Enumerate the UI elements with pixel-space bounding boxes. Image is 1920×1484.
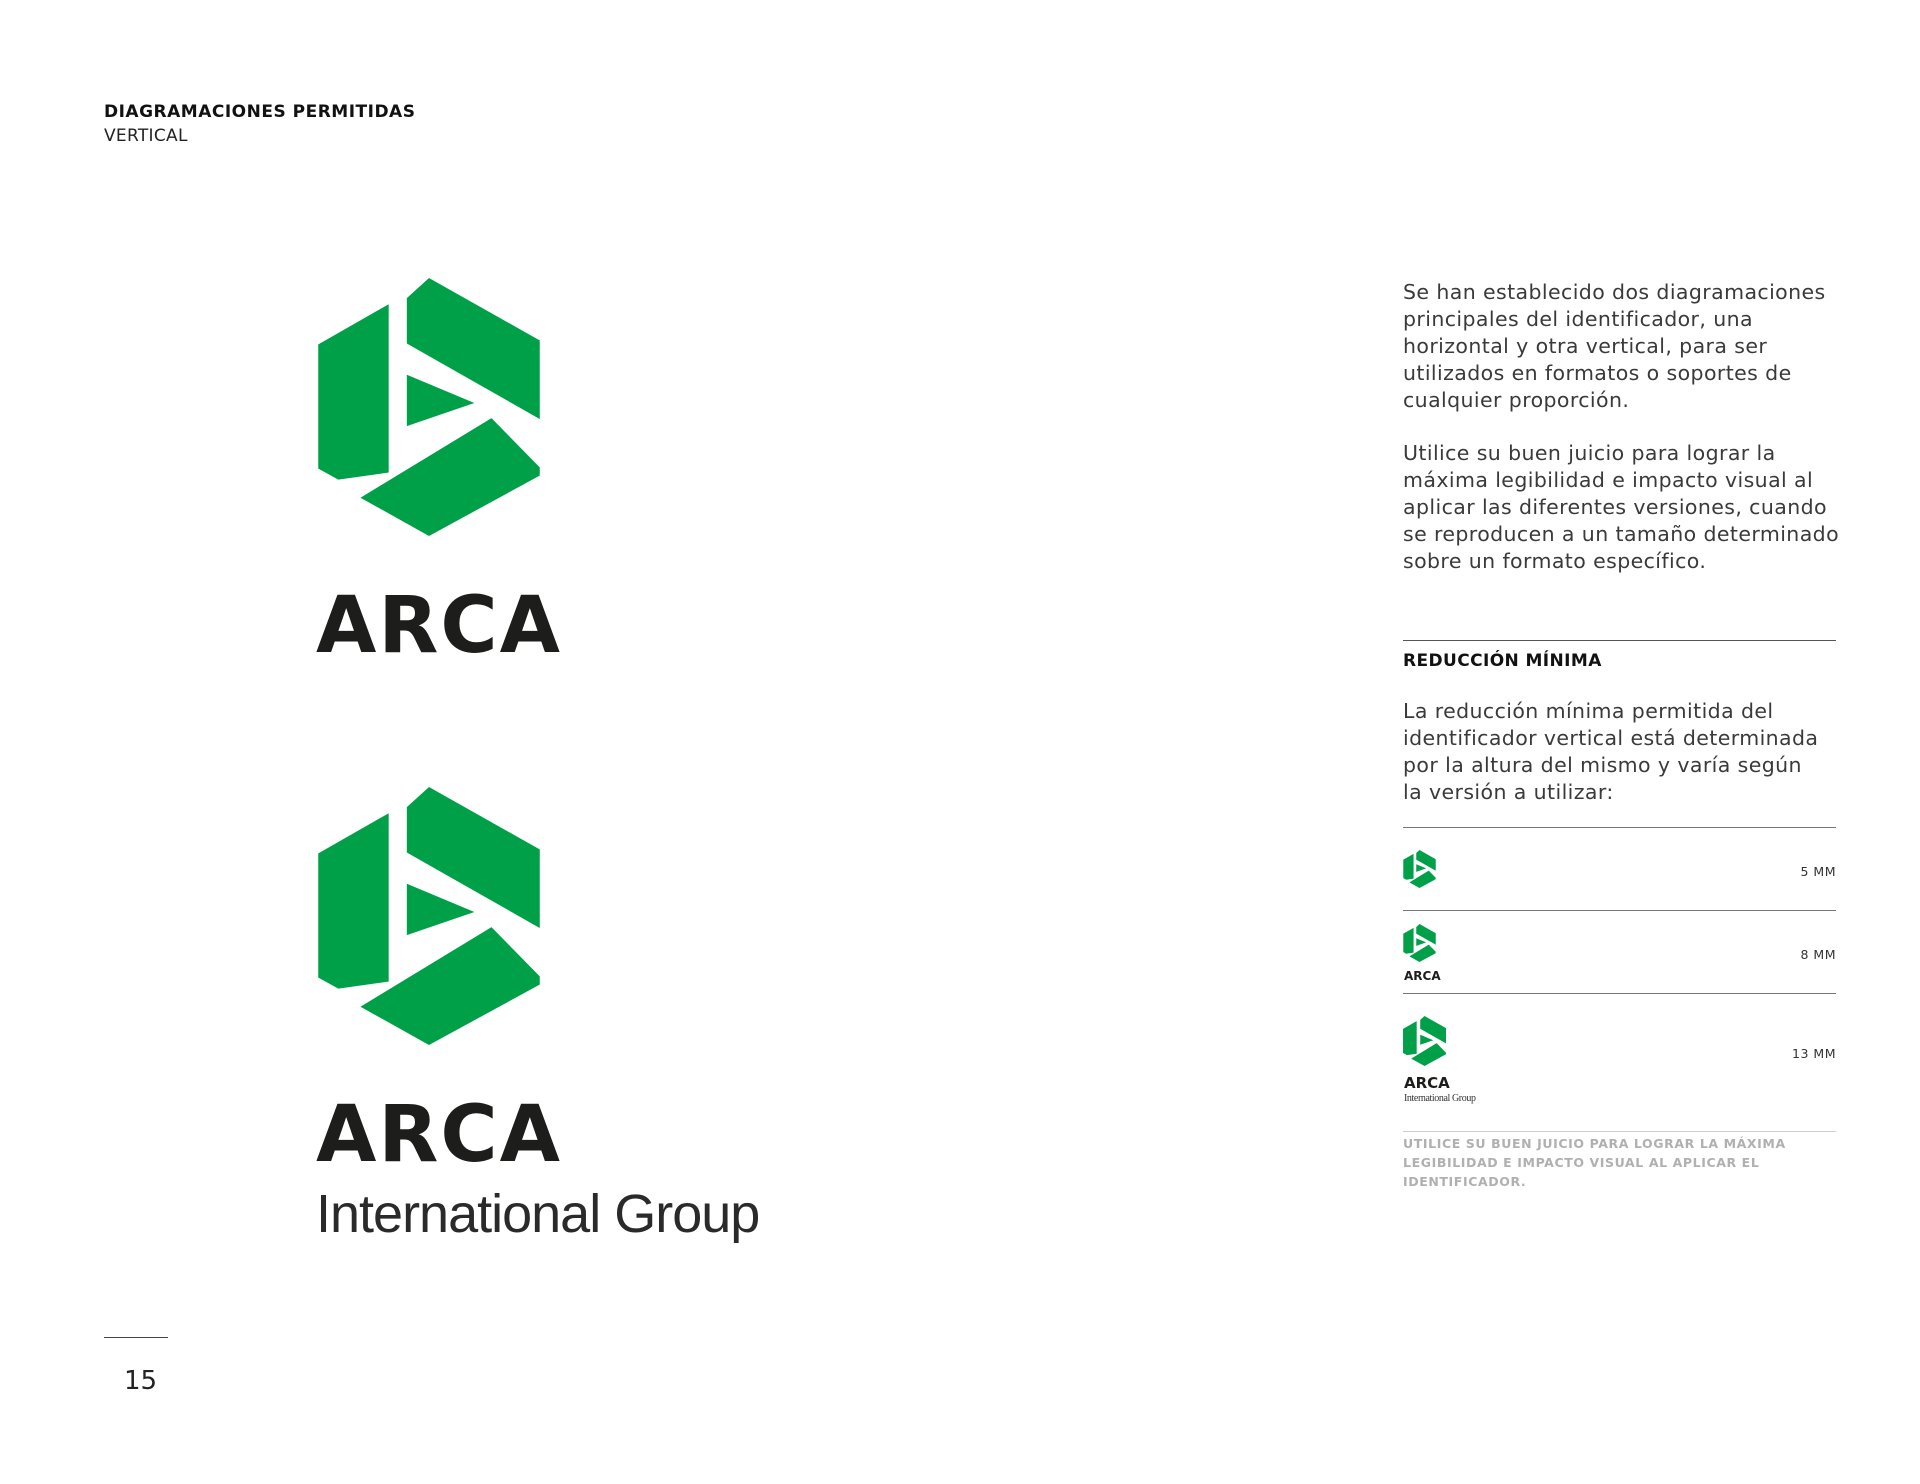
arca-logo-mark-icon	[318, 787, 540, 1045]
size-label: 8 MM	[1800, 947, 1836, 962]
reduction-row	[1403, 828, 1836, 910]
page-number: 15	[124, 1366, 158, 1396]
logo-wordmark: ARCA	[316, 1090, 563, 1180]
page-header	[104, 100, 415, 148]
page-subtitle: VERTICAL	[104, 126, 188, 146]
arca-logo-mark-icon	[1403, 924, 1436, 962]
description-paragraph-2: Utilice su buen juicio para lograr la máxima legibilidad e impacto visual al aplicar las diferentes versiones, cuando se reproducen a un tamaño determinado sobre un formato específico.	[1403, 441, 1840, 573]
arca-logo-mark-icon	[1403, 1016, 1446, 1066]
reduction-row	[1403, 994, 1836, 1106]
reduction-text: La reducción mínima permitida del identificador vertical está determinada por la altura del mismo y varía según la versión a utilizar:	[1403, 699, 1819, 804]
footer-rule	[104, 1337, 168, 1338]
page-title: DIAGRAMACIONES PERMITIDAS	[104, 102, 416, 122]
arca-logo-mark-icon	[1403, 850, 1436, 888]
reduction-title: REDUCCIÓN MÍNIMA	[1403, 651, 1602, 671]
reduction-row	[1403, 911, 1836, 993]
section-divider	[1403, 640, 1836, 641]
logo-subline: International Group	[316, 1184, 760, 1244]
row-divider	[1403, 1131, 1836, 1132]
mini-wordmark: ARCA	[1404, 969, 1441, 983]
size-label: 5 MM	[1800, 864, 1836, 879]
logo-wordmark: ARCA	[316, 581, 563, 671]
reduction-note: UTILICE SU BUEN JUICIO PARA LOGRAR LA MÁXIMA LEGIBILIDAD E IMPACTO VISUAL AL APLICAR EL IDENTIFICADOR.	[1403, 1136, 1786, 1189]
arca-logo-mark-icon	[318, 278, 540, 536]
mini-wordmark: ARCA	[1404, 1074, 1450, 1092]
mini-subline: International Group	[1404, 1093, 1476, 1104]
size-label: 13 MM	[1792, 1046, 1836, 1061]
description-paragraph-1: Se han establecido dos diagramaciones principales del identificador, una horizontal y otra vertical, para ser utilizados en formatos o soportes de cualquier proporción.	[1403, 280, 1826, 412]
